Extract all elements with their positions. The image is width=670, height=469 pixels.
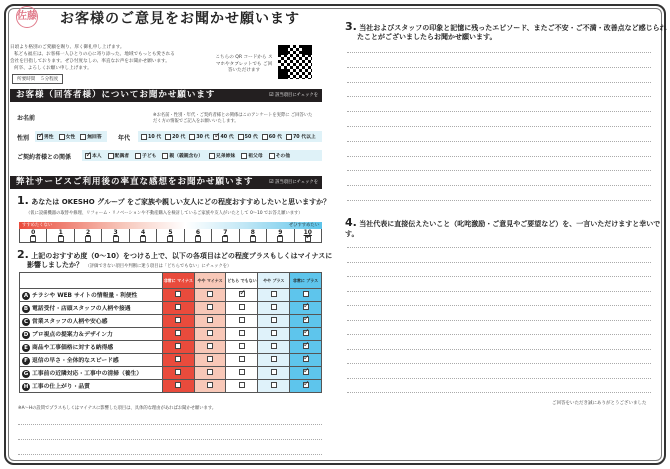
age-option-30s[interactable] <box>189 133 209 140</box>
age-option-40s[interactable] <box>213 133 233 140</box>
relation-option-other[interactable] <box>269 152 290 159</box>
scale-option-3[interactable] <box>102 229 129 242</box>
checkbox-icon[interactable] <box>30 236 36 242</box>
checkbox-icon[interactable] <box>135 153 141 159</box>
answer-line[interactable] <box>347 82 651 83</box>
checkbox-icon[interactable] <box>222 236 228 242</box>
checkbox-checked-icon[interactable] <box>213 134 219 140</box>
qr-code-icon[interactable] <box>278 45 312 79</box>
age-option-50s[interactable] <box>238 133 258 140</box>
rating-row <box>20 289 322 302</box>
item-text: 工事前の近隣対応・工事中の清掃（養生） <box>32 371 143 378</box>
scale-option-4[interactable] <box>130 229 157 242</box>
scale-option-5[interactable] <box>157 229 184 242</box>
rating-row <box>20 328 322 341</box>
rating-cell[interactable] <box>162 380 194 393</box>
rating-row <box>20 302 322 315</box>
answer-line[interactable] <box>347 276 651 277</box>
item-badge-icon: D <box>23 331 29 338</box>
checkbox-icon[interactable] <box>207 356 213 362</box>
intro-line: 私ども福庄は、お客様一人ひとりの心に寄り添った、地域でもっとも愛される <box>14 52 175 57</box>
qr-caption: こちらの QR コードから スマホやタブレットでも ご回答いただけます <box>215 55 273 73</box>
checkbox-checked-icon[interactable] <box>303 369 309 375</box>
checkbox-icon[interactable] <box>175 343 181 349</box>
item-badge-icon: H <box>23 383 29 390</box>
nps-gradient-bar <box>19 222 322 229</box>
rating-item-label <box>20 302 163 315</box>
question-3-title-line2: たことがございましたらお聞かせ願います。 <box>357 33 497 41</box>
rating-cell[interactable] <box>226 315 258 328</box>
age-option-70s-plus[interactable] <box>286 133 316 140</box>
option-label: その他 <box>275 154 291 159</box>
answer-line[interactable] <box>347 141 651 142</box>
item-text: 電話受付・店頭スタッフの人柄や接遇 <box>32 306 131 313</box>
scale-number: 0 <box>31 229 36 236</box>
scale-option-6[interactable] <box>185 229 212 242</box>
rating-cell[interactable] <box>162 289 194 302</box>
answer-line[interactable] <box>18 424 322 425</box>
checkbox-icon[interactable] <box>80 134 86 140</box>
age-option-10s[interactable] <box>141 133 161 140</box>
option-label: 60 代 <box>268 135 282 140</box>
option-label: 親（義親含む） <box>169 154 204 159</box>
rating-cell[interactable] <box>194 341 226 354</box>
rating-cell[interactable] <box>226 289 258 302</box>
answer-line[interactable] <box>347 67 651 68</box>
item-header <box>20 273 163 289</box>
thank-you-note: ご回答をいただき誠にありがとうございました <box>552 401 647 406</box>
option-label: 40 代 <box>220 135 234 140</box>
option-label: 30 代 <box>196 135 210 140</box>
gender-option-female[interactable] <box>59 133 76 140</box>
relation-option-parent[interactable] <box>162 152 203 159</box>
relation-option-child[interactable] <box>135 152 156 159</box>
scale-number: 9 <box>278 229 283 236</box>
rating-cell[interactable] <box>194 315 226 328</box>
checkbox-icon[interactable] <box>162 153 168 159</box>
relation-label: ご契約者様との関係 <box>17 154 72 161</box>
scale-option-10[interactable] <box>295 229 321 242</box>
checkbox-icon[interactable] <box>207 330 213 336</box>
scale-number: 2 <box>86 229 91 236</box>
answer-line[interactable] <box>18 439 322 440</box>
checkbox-icon[interactable] <box>59 134 65 140</box>
rating-cell[interactable] <box>258 367 290 380</box>
rating-row <box>20 315 322 328</box>
checkbox-icon[interactable] <box>167 236 173 242</box>
relation-option-self[interactable] <box>85 152 102 159</box>
scale-option-0[interactable] <box>20 229 47 242</box>
section-title: お客様（回答者様）についてお聞かせ願います <box>16 90 216 100</box>
relation-option-spouse[interactable] <box>108 152 129 159</box>
rating-item-label <box>20 354 163 367</box>
scale-option-8[interactable] <box>240 229 267 242</box>
rating-cell[interactable] <box>258 341 290 354</box>
section-respondent-header <box>10 89 322 102</box>
checkbox-icon[interactable] <box>262 134 268 140</box>
gender-label: 性別 <box>17 135 30 142</box>
page-title: お客様のご意見をお聞かせ願います <box>60 11 300 27</box>
column-very-positive: 非常に プラス <box>290 273 322 289</box>
rating-cell[interactable] <box>258 328 290 341</box>
question-text: あなたは OKESHO グループ をご家族や親しい友人にどの程度おすすめしたいと思いますか？ <box>31 198 331 206</box>
checkbox-checked-icon[interactable] <box>37 134 43 140</box>
rating-cell[interactable] <box>290 289 322 302</box>
column-very-negative: 非常に マイナス <box>162 273 194 289</box>
option-label: 無回答 <box>87 135 102 140</box>
question-text: 上記のおすすめ度（0〜10）をつける上で、以下の各項目はどの程度プラスもしくはマイナスに <box>31 252 333 260</box>
answer-line[interactable] <box>347 363 651 364</box>
checkbox-icon[interactable] <box>58 236 64 242</box>
question-text: 当社およびスタッフの印象と記憶に残ったエピソード、またご不安・ご不満・改善点など感じられ <box>359 24 667 32</box>
rating-cell[interactable] <box>194 328 226 341</box>
answer-line[interactable] <box>347 111 651 112</box>
checkbox-icon[interactable] <box>175 382 181 388</box>
checkbox-icon[interactable] <box>271 317 277 323</box>
time-required-badge: 所要時間 ５分程度 <box>12 74 63 84</box>
checkbox-icon[interactable] <box>269 153 275 159</box>
option-label: 70 代以上 <box>292 135 316 140</box>
checkbox-icon[interactable] <box>209 153 215 159</box>
checkbox-icon[interactable] <box>239 382 245 388</box>
question-number: 3. <box>345 20 357 33</box>
question-number: 1. <box>17 194 29 207</box>
rating-cell[interactable] <box>162 302 194 315</box>
rating-header-row <box>20 273 322 289</box>
checkbox-icon[interactable] <box>195 236 201 242</box>
rating-cell[interactable] <box>258 315 290 328</box>
checkbox-icon[interactable] <box>175 356 181 362</box>
gender-options <box>37 131 102 142</box>
rating-cell[interactable] <box>290 354 322 367</box>
rating-table <box>19 272 322 393</box>
relation-option-grandparent[interactable] <box>241 152 262 159</box>
item-badge-icon: E <box>22 344 30 352</box>
option-label: 10 代 <box>148 135 162 140</box>
checkbox-icon[interactable] <box>271 356 277 362</box>
item-text: 工事の仕上がり・品質 <box>32 384 90 391</box>
checkbox-icon[interactable] <box>271 343 277 349</box>
rating-cell[interactable] <box>258 380 290 393</box>
question-number: 4. <box>345 216 357 229</box>
rating-item-label <box>20 328 163 341</box>
rating-cell[interactable] <box>162 328 194 341</box>
rating-item-label <box>20 289 163 302</box>
age-option-60s[interactable] <box>262 133 282 140</box>
name-note: ※お名前・性別・年代・ご契約者様との関係はこのアンケートを実際に ご回答いただく方の情報でご記入をお願いいたします。 <box>153 113 313 124</box>
item-text: チラシや WEB サイトの情報量・利便性 <box>32 293 138 300</box>
rating-item-label <box>20 315 163 328</box>
rating-item-label <box>20 380 163 393</box>
checkbox-icon[interactable] <box>175 330 181 336</box>
checkbox-icon[interactable] <box>271 330 277 336</box>
checkbox-icon[interactable] <box>241 153 247 159</box>
answer-line[interactable] <box>347 247 651 248</box>
item-badge-icon: C <box>23 318 29 325</box>
rating-cell[interactable] <box>194 367 226 380</box>
rating-cell[interactable] <box>290 302 322 315</box>
rating-row <box>20 341 322 354</box>
rating-cell[interactable] <box>194 289 226 302</box>
checkbox-icon[interactable] <box>189 134 195 140</box>
checkbox-checked-icon[interactable] <box>303 304 309 310</box>
option-label: 女性 <box>65 135 76 140</box>
rating-row <box>20 367 322 380</box>
checkbox-icon[interactable] <box>108 153 114 159</box>
checkbox-icon[interactable] <box>175 291 181 297</box>
checkbox-icon[interactable] <box>239 304 245 310</box>
item-badge-icon: G <box>23 370 29 377</box>
checkbox-icon[interactable] <box>239 369 245 375</box>
rating-cell[interactable] <box>290 380 322 393</box>
rating-cell[interactable] <box>226 302 258 315</box>
checkbox-icon[interactable] <box>207 382 213 388</box>
rating-item-label <box>20 367 163 380</box>
answer-line[interactable] <box>347 378 651 379</box>
intro-text <box>10 44 210 72</box>
checkbox-icon[interactable] <box>113 236 119 242</box>
gender-option-male[interactable] <box>37 133 54 140</box>
checkbox-icon[interactable] <box>207 304 213 310</box>
checkbox-icon[interactable] <box>207 369 213 375</box>
column-somewhat-positive: やや プラス <box>258 273 290 289</box>
item-text: 商品や工事価格に対する納得感 <box>32 345 114 352</box>
answer-line[interactable] <box>347 262 651 263</box>
rating-cell[interactable] <box>226 341 258 354</box>
scale-high-label: ぜひすすめたい <box>288 223 319 228</box>
checkbox-checked-icon[interactable] <box>239 291 245 297</box>
checkbox-icon[interactable] <box>175 369 181 375</box>
rating-cell[interactable] <box>226 328 258 341</box>
checkbox-icon[interactable] <box>85 236 91 242</box>
rating-cell[interactable] <box>290 328 322 341</box>
item-text: 返信の早さ・全体的なスピード感 <box>32 358 119 365</box>
checkbox-checked-icon[interactable] <box>303 330 309 336</box>
item-text: 営業スタッフの人柄や安心感 <box>32 319 108 326</box>
answer-line[interactable] <box>347 200 651 201</box>
answer-line[interactable] <box>347 96 651 97</box>
checkbox-checked-icon[interactable] <box>85 153 91 159</box>
checkbox-icon[interactable] <box>175 317 181 323</box>
checkbox-icon[interactable] <box>165 134 171 140</box>
checkbox-icon[interactable] <box>271 369 277 375</box>
relation-options <box>85 150 290 161</box>
rating-cell[interactable] <box>290 367 322 380</box>
checkbox-icon[interactable] <box>239 356 245 362</box>
answer-line[interactable] <box>347 349 651 350</box>
age-label: 年代 <box>118 135 131 142</box>
scale-option-2[interactable] <box>75 229 102 242</box>
checkbox-checked-icon[interactable] <box>303 343 309 349</box>
question-text: 当社代表に直接伝えたいこと（叱咤激励・ご意見やご要望など）を、一言いただけますと幸いです。 <box>345 220 661 238</box>
checkbox-icon[interactable] <box>271 304 277 310</box>
check-note: ☑ 該当項目にチェックを <box>269 89 318 102</box>
scale-low-label: すすめたくない <box>22 223 53 228</box>
intro-line: 何卒、よろしくお願い申し上げます。 <box>14 66 92 71</box>
scale-number: 5 <box>168 229 173 236</box>
question-2-title-line2 <box>27 260 231 270</box>
scale-number: 3 <box>113 229 118 236</box>
option-label: 兄弟姉妹 <box>216 154 236 159</box>
rating-cell[interactable] <box>290 315 322 328</box>
rating-row <box>20 380 322 393</box>
checkbox-icon[interactable] <box>303 291 309 297</box>
answer-line[interactable] <box>347 170 651 171</box>
section-feedback-header <box>10 176 322 189</box>
item-badge-icon: B <box>23 305 29 312</box>
question-number: 2. <box>17 248 29 261</box>
gender-option-no-answer[interactable] <box>80 133 101 140</box>
option-label: 50 代 <box>244 135 258 140</box>
checkbox-icon[interactable] <box>175 304 181 310</box>
scale-number: 8 <box>250 229 255 236</box>
rating-cell[interactable] <box>162 341 194 354</box>
intro-line: 会社を目指しております。ぜひ忖度なしの、率直なお声をお聞かせ願います。 <box>10 59 170 64</box>
rating-cell[interactable] <box>162 354 194 367</box>
scale-option-1[interactable] <box>47 229 74 242</box>
rating-cell[interactable] <box>194 354 226 367</box>
checkbox-icon[interactable] <box>277 236 283 242</box>
rating-cell[interactable] <box>194 302 226 315</box>
name-label: お名前 <box>17 115 36 122</box>
checkbox-icon[interactable] <box>140 236 146 242</box>
column-neutral: どちら でもない <box>226 273 258 289</box>
item-badge-icon: F <box>22 357 30 365</box>
answer-line[interactable] <box>347 392 651 393</box>
nps-scale <box>19 229 322 243</box>
checkbox-checked-icon[interactable] <box>303 317 309 323</box>
answer-line[interactable] <box>347 126 651 127</box>
answer-line[interactable] <box>347 185 651 186</box>
answer-line[interactable] <box>347 334 651 335</box>
checkbox-icon[interactable] <box>239 317 245 323</box>
item-text: プロ視点の提案力＆デザイン力 <box>32 332 113 339</box>
question-2-subtext: （評価できない項目や判断に迷う項目は「どちらでもない」にチェックを） <box>85 264 232 269</box>
checkbox-icon[interactable] <box>250 236 256 242</box>
relation-option-sibling[interactable] <box>209 152 235 159</box>
checkbox-checked-icon[interactable] <box>305 236 311 242</box>
question-text: 影響しましたか？ <box>27 261 83 269</box>
scale-option-7[interactable] <box>212 229 239 242</box>
answer-line[interactable] <box>347 156 651 157</box>
answer-line[interactable] <box>347 52 651 53</box>
rating-cell[interactable] <box>226 380 258 393</box>
rating-item-label <box>20 341 163 354</box>
answer-line[interactable] <box>347 305 651 306</box>
rating-cell[interactable] <box>226 367 258 380</box>
age-options <box>141 131 316 142</box>
rating-cell[interactable] <box>194 380 226 393</box>
question-1-subtext: （仮に設備機器の取替や修理、リフォーム・リノベーションや不動産購入を検討しているご家族や友人がいたとして 0〜10 でお答え願います） <box>26 211 303 216</box>
scale-option-9[interactable] <box>267 229 294 242</box>
age-option-20s[interactable] <box>165 133 185 140</box>
check-note: ☑ 該当項目にチェックを <box>269 176 318 189</box>
answer-line[interactable] <box>347 320 651 321</box>
checkbox-icon[interactable] <box>207 317 213 323</box>
checkbox-icon[interactable] <box>271 382 277 388</box>
question-1-title <box>17 194 330 207</box>
scale-number: 4 <box>140 229 146 236</box>
option-label: 配偶者 <box>114 154 130 159</box>
question-2-footnote: ※A〜Hの設問でプラスもしくはマイナスに影響した項目は、具体的な理由があればお聞かせ願います。 <box>18 406 217 411</box>
option-label: 祖父母 <box>248 154 263 159</box>
intro-line: 日頃より格別のご愛顧を賜り、厚く御礼申し上げます。 <box>10 45 125 50</box>
checkbox-icon[interactable] <box>141 134 147 140</box>
option-label: 男性 <box>44 135 54 140</box>
item-badge-icon: A <box>23 292 29 299</box>
scale-number: 1 <box>58 229 63 236</box>
rating-cell[interactable] <box>162 367 194 380</box>
answer-line[interactable] <box>18 454 322 455</box>
checkbox-icon[interactable] <box>207 343 213 349</box>
option-label: 本人 <box>92 154 102 159</box>
rating-cell[interactable] <box>258 302 290 315</box>
checkbox-icon[interactable] <box>271 291 277 297</box>
rating-cell[interactable] <box>290 341 322 354</box>
rating-row <box>20 354 322 367</box>
answer-line[interactable] <box>347 291 651 292</box>
checkbox-checked-icon[interactable] <box>303 356 309 362</box>
checkbox-icon[interactable] <box>207 291 213 297</box>
checkbox-icon[interactable] <box>239 330 245 336</box>
rating-cell[interactable] <box>258 354 290 367</box>
rating-cell[interactable] <box>258 289 290 302</box>
checkbox-icon[interactable] <box>286 134 292 140</box>
checkbox-checked-icon[interactable] <box>303 382 309 388</box>
column-somewhat-negative: やや マイナス <box>194 273 226 289</box>
scale-number: 6 <box>195 229 201 236</box>
section-title: 弊社サービスご利用後の率直な感想をお聞かせ願います <box>16 177 254 187</box>
rating-cell[interactable] <box>162 315 194 328</box>
checkbox-icon[interactable] <box>239 343 245 349</box>
question-4-title <box>345 216 670 239</box>
option-label: 子ども <box>142 154 157 159</box>
option-label: 20 代 <box>172 135 186 140</box>
seal-stamp-icon: 佐藤 <box>16 6 38 28</box>
checkbox-icon[interactable] <box>238 134 244 140</box>
scale-number: 7 <box>223 229 228 236</box>
rating-cell[interactable] <box>226 354 258 367</box>
